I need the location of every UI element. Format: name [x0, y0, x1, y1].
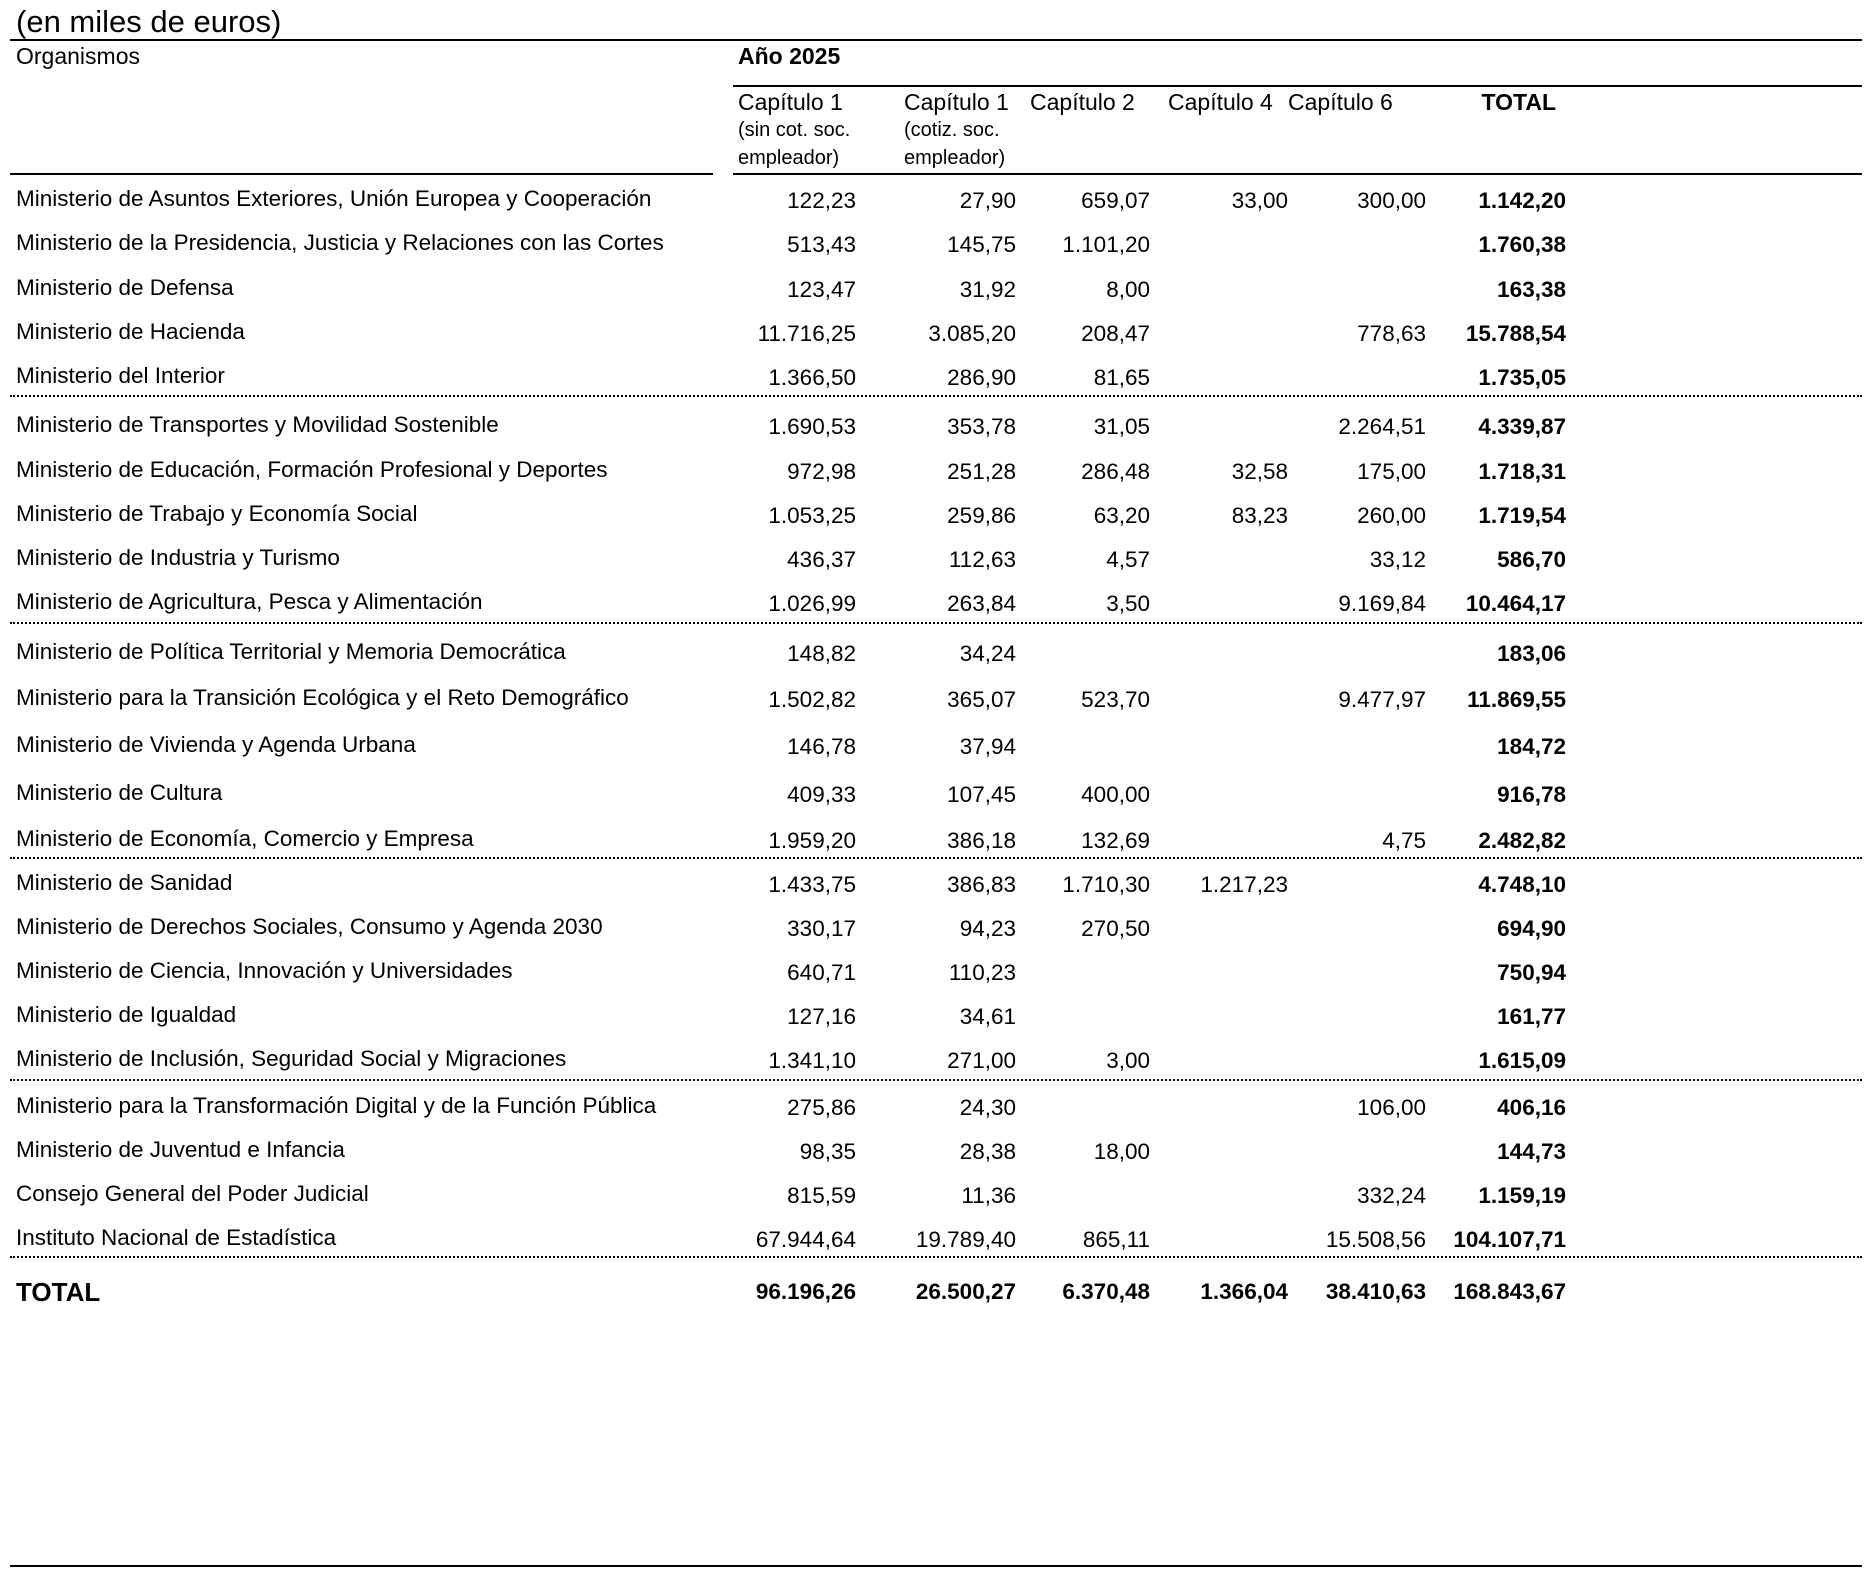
- cell-total: 1.719,54: [1478, 503, 1566, 528]
- cell-cap1-sin: 1.433,75: [768, 872, 856, 897]
- group-divider: [10, 1079, 1862, 1081]
- row-label: Ministerio de Igualdad: [16, 1002, 237, 1027]
- col-header-cap2: Capítulo 2: [1030, 89, 1135, 115]
- cell-cap1-cotiz: 107,45: [947, 782, 1016, 807]
- col-header-cap1-sin: [738, 88, 850, 172]
- cell-cap1-sin: 98,35: [799, 1139, 856, 1164]
- row-label: Ministerio de Derechos Sociales, Consumo y Agenda 2030: [16, 914, 603, 939]
- cell-cap6: 38.410,63: [1325, 1279, 1426, 1304]
- units-caption: (en miles de euros): [16, 4, 282, 39]
- cell-cap1-cotiz: 31,92: [959, 277, 1016, 302]
- row-label: Ministerio de Vivienda y Agenda Urbana: [16, 732, 416, 757]
- row-label: Ministerio de Cultura: [16, 780, 223, 805]
- cell-cap4: 32,58: [1231, 459, 1288, 484]
- cell-cap1-cotiz: 11,36: [961, 1183, 1016, 1208]
- cell-total: 11.869,55: [1467, 687, 1566, 712]
- row-label: Ministerio de Juventud e Infancia: [16, 1137, 345, 1162]
- cell-total: 163,38: [1497, 277, 1566, 302]
- cell-cap1-sin: 122,23: [787, 188, 856, 213]
- cell-cap1-sin: 1.026,99: [768, 591, 856, 616]
- cell-total: 1.735,05: [1478, 365, 1566, 390]
- cell-cap2: 6.370,48: [1062, 1279, 1150, 1304]
- cell-cap6: 778,63: [1357, 321, 1426, 346]
- cell-cap1-cotiz: 3.085,20: [928, 321, 1016, 346]
- cell-total: 750,94: [1497, 960, 1566, 985]
- cell-cap1-cotiz: 34,24: [959, 641, 1016, 666]
- cell-cap6: 9.477,97: [1338, 687, 1426, 712]
- cell-cap6: 106,00: [1357, 1095, 1426, 1120]
- col-header-line3: empleador): [738, 147, 840, 169]
- cell-cap4: 83,23: [1231, 503, 1288, 528]
- cell-cap1-sin: 330,17: [787, 916, 856, 941]
- cell-cap1-sin: 409,33: [787, 782, 856, 807]
- cell-cap2: 18,00: [1093, 1139, 1150, 1164]
- header-rule-right: [733, 173, 1862, 175]
- cell-cap1-sin: 1.366,50: [768, 365, 856, 390]
- cell-cap1-cotiz: 263,84: [947, 591, 1016, 616]
- cell-cap1-sin: 815,59: [787, 1183, 856, 1208]
- cell-cap1-cotiz: 19.789,40: [915, 1227, 1016, 1252]
- row-label: Ministerio de Política Territorial y Memoria Democrática: [16, 639, 566, 664]
- cell-cap1-cotiz: 386,18: [947, 828, 1016, 853]
- cell-cap1-sin: 127,16: [787, 1004, 856, 1029]
- cell-cap1-cotiz: 353,78: [947, 414, 1016, 439]
- cell-cap1-cotiz: 37,94: [959, 734, 1016, 759]
- row-label: Ministerio de la Presidencia, Justicia y Relaciones con las Cortes: [16, 230, 664, 255]
- cell-cap1-cotiz: 110,23: [948, 960, 1016, 985]
- cell-cap1-sin: 148,82: [787, 641, 856, 666]
- row-label: Ministerio para la Transformación Digital y de la Función Pública: [16, 1093, 657, 1118]
- cell-cap2: 8,00: [1106, 277, 1150, 302]
- cell-total: 168.843,67: [1453, 1279, 1566, 1304]
- row-label: Ministerio del Interior: [16, 363, 225, 388]
- row-label: Ministerio de Economía, Comercio y Empresa: [16, 826, 474, 851]
- row-label: Instituto Nacional de Estadística: [16, 1225, 337, 1250]
- cell-cap1-sin: 96.196,26: [755, 1279, 856, 1304]
- cell-total: 1.615,09: [1478, 1048, 1566, 1073]
- header-rule-left: [10, 173, 713, 175]
- cell-cap2: 208,47: [1081, 321, 1150, 346]
- cell-total: 586,70: [1497, 547, 1566, 572]
- cell-cap6: 300,00: [1357, 188, 1426, 213]
- cell-total: 183,06: [1497, 641, 1566, 666]
- row-label: Ministerio de Sanidad: [16, 870, 233, 895]
- cell-cap1-sin: 1.959,20: [768, 828, 856, 853]
- col-header-cap1-cotiz: [904, 88, 1009, 172]
- cell-cap1-cotiz: 271,00: [947, 1048, 1016, 1073]
- cell-cap1-cotiz: 28,38: [959, 1139, 1016, 1164]
- col-header-line1: Capítulo 1: [738, 89, 843, 115]
- cell-cap4: 33,00: [1231, 188, 1288, 213]
- cell-total: 161,77: [1497, 1004, 1566, 1029]
- row-label: Ministerio de Hacienda: [16, 319, 245, 344]
- cell-cap6: 175,00: [1357, 459, 1426, 484]
- cell-cap6: 33,12: [1369, 547, 1426, 572]
- col-header-total: TOTAL: [1481, 89, 1556, 115]
- cell-total: 1.760,38: [1478, 232, 1566, 257]
- cell-cap6: 15.508,56: [1325, 1227, 1426, 1252]
- cell-cap1-sin: 1.053,25: [768, 503, 856, 528]
- cell-cap1-sin: 436,37: [787, 547, 856, 572]
- cell-cap2: 132,69: [1081, 828, 1150, 853]
- row-label: Ministerio de Inclusión, Seguridad Social y Migraciones: [16, 1046, 567, 1071]
- group-divider: [10, 1256, 1862, 1258]
- cell-cap2: 3,00: [1106, 1048, 1150, 1073]
- cell-cap1-cotiz: 26.500,27: [915, 1279, 1016, 1304]
- cell-cap1-cotiz: 286,90: [947, 365, 1016, 390]
- group-divider: [10, 622, 1862, 624]
- cell-cap4: 1.217,23: [1200, 872, 1288, 897]
- cell-cap1-cotiz: 27,90: [959, 188, 1016, 213]
- cell-cap2: 659,07: [1081, 188, 1150, 213]
- cell-cap1-sin: 1.502,82: [768, 687, 856, 712]
- cell-cap1-cotiz: 112,63: [948, 547, 1016, 572]
- col-header-line2: (cotiz. soc.: [904, 119, 1000, 141]
- cell-cap6: 4,75: [1382, 828, 1426, 853]
- cell-cap4: 1.366,04: [1200, 1279, 1288, 1304]
- cell-cap1-sin: 146,78: [787, 734, 856, 759]
- cell-cap2: 63,20: [1093, 503, 1150, 528]
- cell-cap1-sin: 123,47: [787, 277, 856, 302]
- cell-cap2: 400,00: [1081, 782, 1150, 807]
- cell-cap2: 1.710,30: [1062, 872, 1150, 897]
- cell-total: 694,90: [1497, 916, 1566, 941]
- row-label: Consejo General del Poder Judicial: [16, 1181, 369, 1206]
- cell-total: 104.107,71: [1453, 1227, 1566, 1252]
- col-header-cap4: Capítulo 4: [1168, 89, 1273, 115]
- cell-total: 406,16: [1497, 1095, 1566, 1120]
- row-label: Ministerio de Defensa: [16, 275, 234, 300]
- cell-total: 184,72: [1497, 734, 1566, 759]
- cell-total: 2.482,82: [1478, 828, 1566, 853]
- cell-cap2: 286,48: [1081, 459, 1150, 484]
- cell-cap1-cotiz: 145,75: [947, 232, 1016, 257]
- row-label: Ministerio de Agricultura, Pesca y Alimentación: [16, 589, 483, 614]
- cell-cap2: 865,11: [1082, 1227, 1150, 1252]
- cell-cap1-cotiz: 24,30: [959, 1095, 1016, 1120]
- row-label: Ministerio de Educación, Formación Profesional y Deportes: [16, 457, 608, 482]
- col-header-line3: empleador): [904, 147, 1006, 169]
- row-label: Ministerio de Trabajo y Economía Social: [16, 501, 418, 526]
- cell-cap1-sin: 11.716,25: [757, 321, 856, 346]
- cell-total: 1.718,31: [1478, 459, 1566, 484]
- cell-cap2: 3,50: [1106, 591, 1150, 616]
- total-label: TOTAL: [16, 1277, 101, 1307]
- row-label: Ministerio de Transportes y Movilidad Sostenible: [16, 412, 499, 437]
- cell-cap6: 260,00: [1357, 503, 1426, 528]
- cell-total: 4.339,87: [1478, 414, 1566, 439]
- cell-total: 144,73: [1497, 1139, 1566, 1164]
- cell-cap1-sin: 275,86: [787, 1095, 856, 1120]
- cell-cap6: 9.169,84: [1338, 591, 1426, 616]
- cell-cap6: 332,24: [1357, 1183, 1426, 1208]
- col-header-cap6: Capítulo 6: [1288, 89, 1393, 115]
- year-rule: [733, 85, 1862, 87]
- row-label: Ministerio de Asuntos Exteriores, Unión Europea y Cooperación: [16, 186, 652, 211]
- cell-cap1-sin: 1.341,10: [768, 1048, 856, 1073]
- cell-cap6: 2.264,51: [1338, 414, 1426, 439]
- cell-cap1-cotiz: 94,23: [959, 916, 1016, 941]
- cell-cap1-sin: 640,71: [787, 960, 856, 985]
- cell-cap1-cotiz: 386,83: [947, 872, 1016, 897]
- row-label: Ministerio de Ciencia, Innovación y Universidades: [16, 958, 513, 983]
- col-header-line2: (sin cot. soc.: [738, 119, 851, 141]
- cell-total: 916,78: [1497, 782, 1566, 807]
- organismos-header: Organismos: [16, 43, 140, 69]
- cell-cap2: 81,65: [1093, 365, 1150, 390]
- cell-cap2: 1.101,20: [1062, 232, 1150, 257]
- bottom-rule: [10, 1565, 1862, 1567]
- cell-cap2: 270,50: [1081, 916, 1150, 941]
- cell-total: 10.464,17: [1465, 591, 1566, 616]
- cell-cap2: 523,70: [1081, 687, 1150, 712]
- cell-cap1-cotiz: 251,28: [947, 459, 1016, 484]
- row-label: Ministerio para la Transición Ecológica y el Reto Demográfico: [16, 685, 629, 710]
- cell-cap2: 31,05: [1093, 414, 1150, 439]
- year-header: Año 2025: [738, 43, 841, 69]
- cell-cap1-cotiz: 259,86: [947, 503, 1016, 528]
- cell-cap1-sin: 67.944,64: [755, 1227, 856, 1252]
- cell-total: 1.142,20: [1478, 188, 1566, 213]
- top-rule: [10, 39, 1862, 41]
- group-divider: [10, 395, 1862, 397]
- cell-cap1-sin: 513,43: [787, 232, 856, 257]
- cell-cap1-cotiz: 34,61: [959, 1004, 1016, 1029]
- cell-total: 4.748,10: [1478, 872, 1566, 897]
- group-divider: [10, 857, 1862, 859]
- cell-cap2: 4,57: [1106, 547, 1150, 572]
- cell-cap1-sin: 1.690,53: [768, 414, 856, 439]
- cell-cap1-cotiz: 365,07: [947, 687, 1016, 712]
- col-header-line1: Capítulo 1: [904, 89, 1009, 115]
- cell-total: 15.788,54: [1465, 321, 1566, 346]
- cell-cap1-sin: 972,98: [787, 459, 856, 484]
- row-label: Ministerio de Industria y Turismo: [16, 545, 340, 570]
- cell-total: 1.159,19: [1478, 1183, 1566, 1208]
